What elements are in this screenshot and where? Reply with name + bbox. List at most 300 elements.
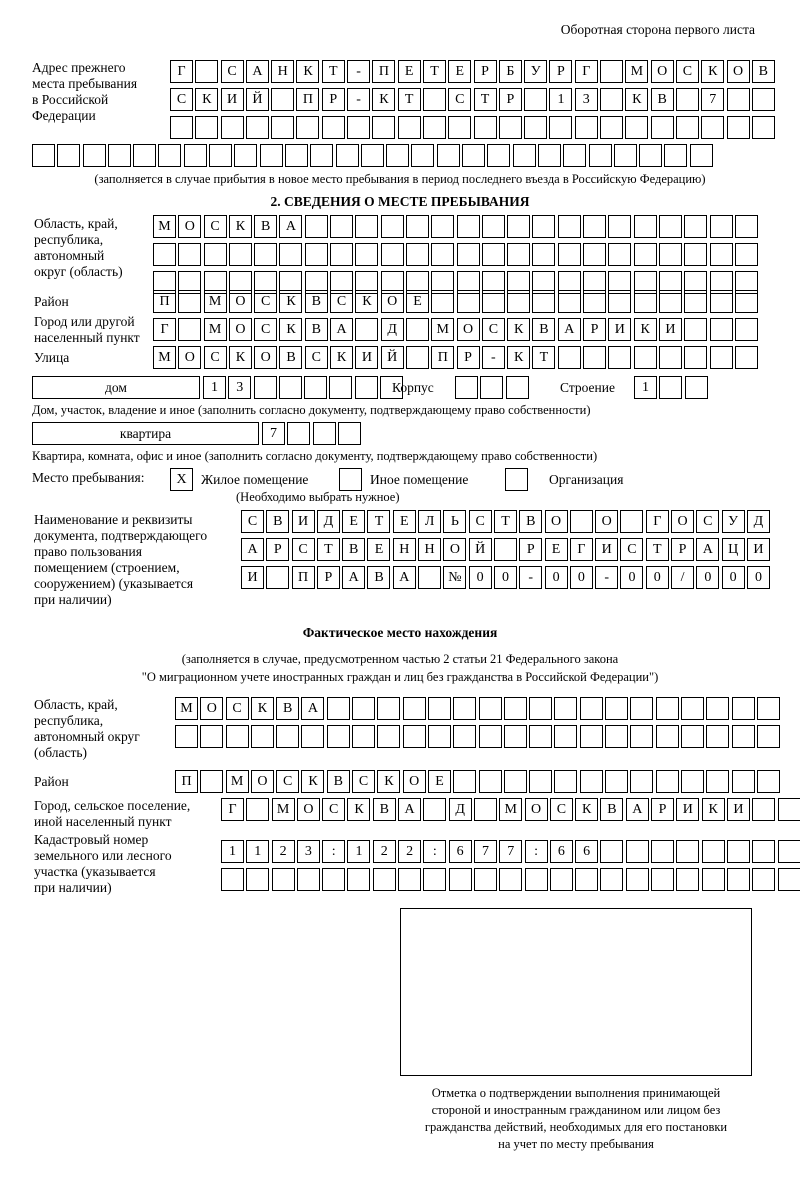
- char-cell[interactable]: [626, 868, 649, 891]
- char-cell[interactable]: [355, 376, 378, 399]
- char-cell[interactable]: О: [727, 60, 750, 83]
- char-cell[interactable]: [659, 290, 682, 313]
- char-cell[interactable]: К: [229, 215, 252, 238]
- char-cell[interactable]: В: [266, 510, 289, 533]
- char-cell[interactable]: Г: [221, 798, 244, 821]
- char-cell[interactable]: С: [305, 346, 328, 369]
- char-cell[interactable]: [204, 243, 227, 266]
- char-cell[interactable]: Д: [381, 318, 404, 341]
- char-cell[interactable]: [600, 60, 623, 83]
- char-cell[interactable]: [614, 144, 637, 167]
- char-cell[interactable]: [630, 697, 653, 720]
- char-cell[interactable]: [398, 116, 421, 139]
- char-cell[interactable]: П: [296, 88, 319, 111]
- char-cell[interactable]: [457, 215, 480, 238]
- char-cell[interactable]: [690, 144, 713, 167]
- char-cell[interactable]: [727, 88, 750, 111]
- char-cell[interactable]: В: [600, 798, 623, 821]
- char-cell[interactable]: К: [355, 290, 378, 313]
- char-cell[interactable]: [260, 144, 283, 167]
- char-cell[interactable]: 0: [747, 566, 770, 589]
- char-cell[interactable]: [301, 725, 324, 748]
- char-cell[interactable]: С: [469, 510, 492, 533]
- char-cell[interactable]: В: [305, 290, 328, 313]
- char-cell[interactable]: [513, 144, 536, 167]
- char-cell[interactable]: Р: [266, 538, 289, 561]
- char-cell[interactable]: [406, 346, 429, 369]
- char-cell[interactable]: [271, 116, 294, 139]
- char-cell[interactable]: [327, 697, 350, 720]
- char-cell[interactable]: К: [507, 318, 530, 341]
- char-cell[interactable]: [525, 868, 548, 891]
- char-cell[interactable]: [676, 868, 699, 891]
- char-cell[interactable]: [329, 376, 352, 399]
- char-cell[interactable]: [431, 290, 454, 313]
- char-cell[interactable]: [347, 116, 370, 139]
- section2-district-row[interactable]: [153, 290, 760, 313]
- char-cell[interactable]: О: [297, 798, 320, 821]
- char-cell[interactable]: [532, 243, 555, 266]
- char-cell[interactable]: [757, 697, 780, 720]
- char-cell[interactable]: [778, 798, 800, 821]
- char-cell[interactable]: 1: [203, 376, 226, 399]
- char-cell[interactable]: 0: [570, 566, 593, 589]
- char-cell[interactable]: [386, 144, 409, 167]
- char-cell[interactable]: К: [251, 697, 274, 720]
- char-cell[interactable]: Д: [747, 510, 770, 533]
- char-cell[interactable]: К: [229, 346, 252, 369]
- char-cell[interactable]: [406, 215, 429, 238]
- char-cell[interactable]: [630, 725, 653, 748]
- char-cell[interactable]: [305, 215, 328, 238]
- char-cell[interactable]: К: [507, 346, 530, 369]
- char-cell[interactable]: В: [367, 566, 390, 589]
- char-cell[interactable]: [322, 868, 345, 891]
- char-cell[interactable]: П: [372, 60, 395, 83]
- char-cell[interactable]: [462, 144, 485, 167]
- char-cell[interactable]: [710, 318, 733, 341]
- char-cell[interactable]: [752, 798, 775, 821]
- char-cell[interactable]: [608, 290, 631, 313]
- section3-region-row-2[interactable]: [175, 725, 782, 748]
- char-cell[interactable]: [608, 243, 631, 266]
- char-cell[interactable]: А: [342, 566, 365, 589]
- char-cell[interactable]: [676, 88, 699, 111]
- char-cell[interactable]: [251, 725, 274, 748]
- char-cell[interactable]: [554, 770, 577, 793]
- char-cell[interactable]: Е: [393, 510, 416, 533]
- char-cell[interactable]: [347, 868, 370, 891]
- char-cell[interactable]: [727, 840, 750, 863]
- char-cell[interactable]: [108, 144, 131, 167]
- char-cell[interactable]: [507, 243, 530, 266]
- char-cell[interactable]: О: [178, 346, 201, 369]
- char-cell[interactable]: [600, 88, 623, 111]
- char-cell[interactable]: М: [499, 798, 522, 821]
- char-cell[interactable]: С: [330, 290, 353, 313]
- char-cell[interactable]: [608, 346, 631, 369]
- char-cell[interactable]: С: [482, 318, 505, 341]
- char-cell[interactable]: [254, 376, 277, 399]
- char-cell[interactable]: Р: [322, 88, 345, 111]
- char-cell[interactable]: [479, 770, 502, 793]
- char-cell[interactable]: С: [254, 318, 277, 341]
- char-cell[interactable]: Р: [457, 346, 480, 369]
- char-cell[interactable]: [727, 868, 750, 891]
- house-number-boxes[interactable]: [203, 376, 405, 399]
- char-cell[interactable]: И: [355, 346, 378, 369]
- char-cell[interactable]: 0: [646, 566, 669, 589]
- char-cell[interactable]: С: [352, 770, 375, 793]
- char-cell[interactable]: [532, 215, 555, 238]
- char-cell[interactable]: А: [626, 798, 649, 821]
- char-cell[interactable]: Р: [519, 538, 542, 561]
- char-cell[interactable]: К: [575, 798, 598, 821]
- char-cell[interactable]: М: [272, 798, 295, 821]
- stroenie-boxes[interactable]: [634, 376, 710, 399]
- char-cell[interactable]: [246, 868, 269, 891]
- char-cell[interactable]: О: [525, 798, 548, 821]
- char-cell[interactable]: [605, 697, 628, 720]
- char-cell[interactable]: [757, 770, 780, 793]
- char-cell[interactable]: А: [330, 318, 353, 341]
- char-cell[interactable]: [735, 243, 758, 266]
- char-cell[interactable]: [423, 868, 446, 891]
- flat-label-field[interactable]: квартира: [32, 422, 259, 445]
- char-cell[interactable]: 7: [499, 840, 522, 863]
- char-cell[interactable]: [431, 215, 454, 238]
- char-cell[interactable]: [453, 770, 476, 793]
- char-cell[interactable]: С: [204, 346, 227, 369]
- char-cell[interactable]: [195, 116, 218, 139]
- char-cell[interactable]: 3: [228, 376, 251, 399]
- char-cell[interactable]: И: [292, 510, 315, 533]
- char-cell[interactable]: [580, 697, 603, 720]
- document-row-1[interactable]: [241, 510, 772, 533]
- char-cell[interactable]: [57, 144, 80, 167]
- char-cell[interactable]: Е: [428, 770, 451, 793]
- char-cell[interactable]: [752, 840, 775, 863]
- char-cell[interactable]: [563, 144, 586, 167]
- char-cell[interactable]: Л: [418, 510, 441, 533]
- char-cell[interactable]: [656, 697, 679, 720]
- document-row-2[interactable]: [241, 538, 772, 561]
- korpus-boxes[interactable]: [455, 376, 531, 399]
- char-cell[interactable]: [529, 697, 552, 720]
- char-cell[interactable]: 1: [549, 88, 572, 111]
- section3-city-row[interactable]: [221, 798, 800, 821]
- char-cell[interactable]: [524, 88, 547, 111]
- char-cell[interactable]: [732, 725, 755, 748]
- char-cell[interactable]: О: [178, 215, 201, 238]
- char-cell[interactable]: 7: [262, 422, 285, 445]
- char-cell[interactable]: О: [229, 290, 252, 313]
- char-cell[interactable]: О: [229, 318, 252, 341]
- char-cell[interactable]: М: [153, 346, 176, 369]
- char-cell[interactable]: [221, 868, 244, 891]
- char-cell[interactable]: Р: [317, 566, 340, 589]
- char-cell[interactable]: Е: [367, 538, 390, 561]
- char-cell[interactable]: О: [251, 770, 274, 793]
- char-cell[interactable]: [453, 697, 476, 720]
- prev-address-row-1[interactable]: [170, 60, 777, 83]
- char-cell[interactable]: У: [722, 510, 745, 533]
- char-cell[interactable]: [453, 725, 476, 748]
- char-cell[interactable]: [664, 144, 687, 167]
- char-cell[interactable]: А: [241, 538, 264, 561]
- section3-district-row[interactable]: [175, 770, 782, 793]
- char-cell[interactable]: А: [393, 566, 416, 589]
- char-cell[interactable]: 6: [449, 840, 472, 863]
- char-cell[interactable]: О: [457, 318, 480, 341]
- char-cell[interactable]: [625, 116, 648, 139]
- char-cell[interactable]: Р: [474, 60, 497, 83]
- char-cell[interactable]: [778, 868, 800, 891]
- char-cell[interactable]: Т: [474, 88, 497, 111]
- char-cell[interactable]: М: [625, 60, 648, 83]
- char-cell[interactable]: [449, 868, 472, 891]
- char-cell[interactable]: [659, 215, 682, 238]
- char-cell[interactable]: [457, 243, 480, 266]
- char-cell[interactable]: [684, 243, 707, 266]
- char-cell[interactable]: Т: [532, 346, 555, 369]
- char-cell[interactable]: [133, 144, 156, 167]
- char-cell[interactable]: [570, 510, 593, 533]
- char-cell[interactable]: [195, 60, 218, 83]
- cadastral-row-2[interactable]: [221, 868, 800, 891]
- char-cell[interactable]: [226, 725, 249, 748]
- char-cell[interactable]: [685, 376, 708, 399]
- char-cell[interactable]: [554, 725, 577, 748]
- char-cell[interactable]: [305, 243, 328, 266]
- char-cell[interactable]: [605, 725, 628, 748]
- char-cell[interactable]: [506, 376, 529, 399]
- checkbox-inoe[interactable]: [339, 468, 362, 491]
- char-cell[interactable]: [423, 88, 446, 111]
- char-cell[interactable]: -: [595, 566, 618, 589]
- char-cell[interactable]: [381, 215, 404, 238]
- char-cell[interactable]: [310, 144, 333, 167]
- char-cell[interactable]: [209, 144, 232, 167]
- char-cell[interactable]: [448, 116, 471, 139]
- char-cell[interactable]: [532, 290, 555, 313]
- char-cell[interactable]: [487, 144, 510, 167]
- char-cell[interactable]: [254, 243, 277, 266]
- char-cell[interactable]: К: [296, 60, 319, 83]
- char-cell[interactable]: [373, 868, 396, 891]
- char-cell[interactable]: М: [175, 697, 198, 720]
- char-cell[interactable]: [175, 725, 198, 748]
- char-cell[interactable]: Н: [418, 538, 441, 561]
- char-cell[interactable]: И: [727, 798, 750, 821]
- char-cell[interactable]: А: [246, 60, 269, 83]
- char-cell[interactable]: [178, 243, 201, 266]
- char-cell[interactable]: К: [301, 770, 324, 793]
- char-cell[interactable]: [287, 422, 310, 445]
- char-cell[interactable]: [279, 243, 302, 266]
- char-cell[interactable]: [153, 243, 176, 266]
- char-cell[interactable]: [355, 215, 378, 238]
- char-cell[interactable]: М: [204, 318, 227, 341]
- char-cell[interactable]: [575, 116, 598, 139]
- char-cell[interactable]: [529, 770, 552, 793]
- char-cell[interactable]: [558, 290, 581, 313]
- char-cell[interactable]: П: [175, 770, 198, 793]
- char-cell[interactable]: О: [403, 770, 426, 793]
- char-cell[interactable]: О: [651, 60, 674, 83]
- char-cell[interactable]: [221, 116, 244, 139]
- prev-address-row-3[interactable]: [170, 116, 777, 139]
- char-cell[interactable]: -: [519, 566, 542, 589]
- char-cell[interactable]: А: [398, 798, 421, 821]
- char-cell[interactable]: И: [659, 318, 682, 341]
- char-cell[interactable]: Т: [423, 60, 446, 83]
- char-cell[interactable]: [580, 725, 603, 748]
- char-cell[interactable]: Т: [494, 510, 517, 533]
- char-cell[interactable]: [398, 868, 421, 891]
- char-cell[interactable]: [757, 725, 780, 748]
- char-cell[interactable]: [482, 290, 505, 313]
- char-cell[interactable]: М: [153, 215, 176, 238]
- char-cell[interactable]: [684, 346, 707, 369]
- char-cell[interactable]: [706, 725, 729, 748]
- char-cell[interactable]: Г: [153, 318, 176, 341]
- char-cell[interactable]: [246, 798, 269, 821]
- char-cell[interactable]: [651, 840, 674, 863]
- char-cell[interactable]: [403, 725, 426, 748]
- char-cell[interactable]: /: [671, 566, 694, 589]
- char-cell[interactable]: [529, 725, 552, 748]
- char-cell[interactable]: С: [170, 88, 193, 111]
- char-cell[interactable]: [524, 116, 547, 139]
- char-cell[interactable]: [423, 798, 446, 821]
- char-cell[interactable]: [752, 868, 775, 891]
- char-cell[interactable]: П: [153, 290, 176, 313]
- char-cell[interactable]: [200, 725, 223, 748]
- char-cell[interactable]: [437, 144, 460, 167]
- char-cell[interactable]: П: [431, 346, 454, 369]
- char-cell[interactable]: [549, 116, 572, 139]
- char-cell[interactable]: К: [330, 346, 353, 369]
- checkbox-organizaciya[interactable]: [505, 468, 528, 491]
- char-cell[interactable]: [455, 376, 478, 399]
- char-cell[interactable]: [558, 215, 581, 238]
- char-cell[interactable]: К: [347, 798, 370, 821]
- char-cell[interactable]: 0: [494, 566, 517, 589]
- char-cell[interactable]: С: [676, 60, 699, 83]
- char-cell[interactable]: :: [322, 840, 345, 863]
- char-cell[interactable]: [229, 243, 252, 266]
- section3-region-row-1[interactable]: [175, 697, 782, 720]
- char-cell[interactable]: [735, 290, 758, 313]
- char-cell[interactable]: [634, 243, 657, 266]
- char-cell[interactable]: [600, 840, 623, 863]
- char-cell[interactable]: 1: [634, 376, 657, 399]
- char-cell[interactable]: [377, 725, 400, 748]
- char-cell[interactable]: 7: [474, 840, 497, 863]
- char-cell[interactable]: [304, 376, 327, 399]
- char-cell[interactable]: В: [305, 318, 328, 341]
- char-cell[interactable]: 0: [469, 566, 492, 589]
- char-cell[interactable]: 3: [297, 840, 320, 863]
- char-cell[interactable]: Д: [317, 510, 340, 533]
- char-cell[interactable]: 0: [620, 566, 643, 589]
- char-cell[interactable]: [710, 346, 733, 369]
- char-cell[interactable]: [352, 697, 375, 720]
- char-cell[interactable]: [630, 770, 653, 793]
- char-cell[interactable]: [381, 243, 404, 266]
- char-cell[interactable]: [620, 510, 643, 533]
- char-cell[interactable]: [507, 215, 530, 238]
- char-cell[interactable]: И: [241, 566, 264, 589]
- char-cell[interactable]: [659, 346, 682, 369]
- char-cell[interactable]: Т: [367, 510, 390, 533]
- char-cell[interactable]: К: [372, 88, 395, 111]
- char-cell[interactable]: К: [625, 88, 648, 111]
- char-cell[interactable]: [634, 346, 657, 369]
- char-cell[interactable]: Й: [381, 346, 404, 369]
- char-cell[interactable]: [355, 243, 378, 266]
- flat-number-boxes[interactable]: [262, 422, 363, 445]
- char-cell[interactable]: [457, 290, 480, 313]
- char-cell[interactable]: [651, 116, 674, 139]
- char-cell[interactable]: [246, 116, 269, 139]
- char-cell[interactable]: [279, 376, 302, 399]
- char-cell[interactable]: [752, 116, 775, 139]
- char-cell[interactable]: Р: [651, 798, 674, 821]
- char-cell[interactable]: О: [671, 510, 694, 533]
- char-cell[interactable]: [702, 868, 725, 891]
- char-cell[interactable]: [418, 566, 441, 589]
- section2-city-row[interactable]: [153, 318, 760, 341]
- char-cell[interactable]: [474, 116, 497, 139]
- char-cell[interactable]: [322, 116, 345, 139]
- char-cell[interactable]: [575, 868, 598, 891]
- char-cell[interactable]: Г: [646, 510, 669, 533]
- char-cell[interactable]: [600, 868, 623, 891]
- char-cell[interactable]: Е: [545, 538, 568, 561]
- char-cell[interactable]: [684, 290, 707, 313]
- char-cell[interactable]: [656, 770, 679, 793]
- char-cell[interactable]: [411, 144, 434, 167]
- char-cell[interactable]: [352, 725, 375, 748]
- char-cell[interactable]: [634, 215, 657, 238]
- char-cell[interactable]: [589, 144, 612, 167]
- char-cell[interactable]: [727, 116, 750, 139]
- char-cell[interactable]: С: [276, 770, 299, 793]
- char-cell[interactable]: -: [347, 88, 370, 111]
- char-cell[interactable]: [735, 346, 758, 369]
- char-cell[interactable]: [272, 868, 295, 891]
- char-cell[interactable]: Т: [398, 88, 421, 111]
- char-cell[interactable]: 6: [575, 840, 598, 863]
- char-cell[interactable]: [600, 116, 623, 139]
- char-cell[interactable]: О: [381, 290, 404, 313]
- char-cell[interactable]: Н: [393, 538, 416, 561]
- char-cell[interactable]: И: [595, 538, 618, 561]
- char-cell[interactable]: [178, 290, 201, 313]
- char-cell[interactable]: [406, 318, 429, 341]
- char-cell[interactable]: А: [279, 215, 302, 238]
- char-cell[interactable]: 0: [545, 566, 568, 589]
- char-cell[interactable]: В: [651, 88, 674, 111]
- char-cell[interactable]: [423, 116, 446, 139]
- char-cell[interactable]: 1: [347, 840, 370, 863]
- char-cell[interactable]: [735, 215, 758, 238]
- char-cell[interactable]: [266, 566, 289, 589]
- char-cell[interactable]: Р: [549, 60, 572, 83]
- char-cell[interactable]: [361, 144, 384, 167]
